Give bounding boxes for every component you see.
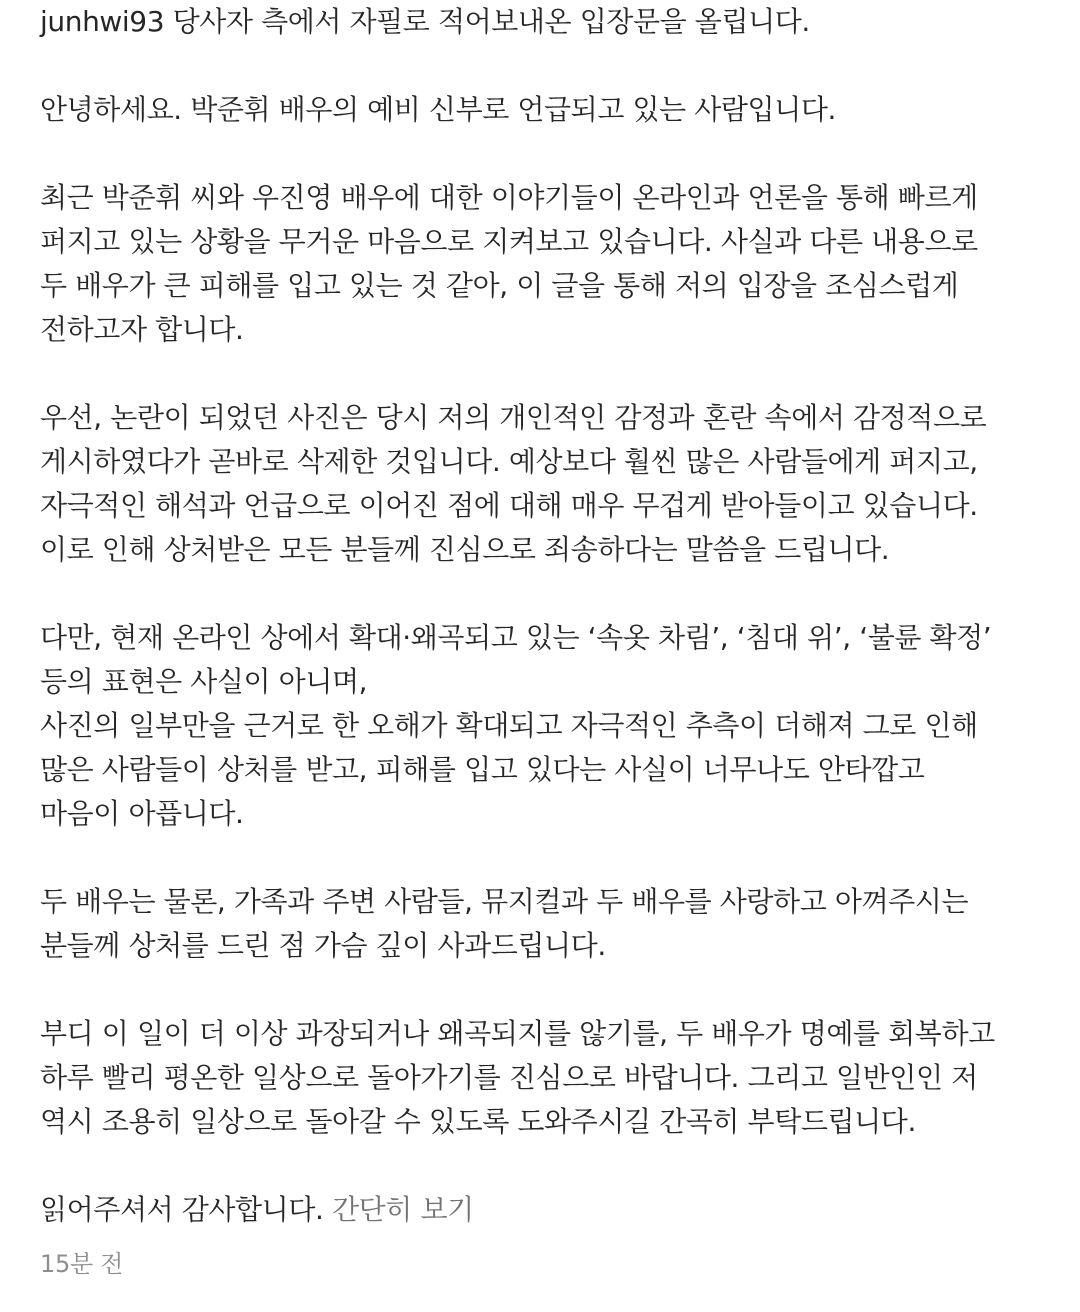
post-line: 안녕하세요. 박준휘 배우의 예비 신부로 언급되고 있는 사람입니다. <box>40 93 837 126</box>
post-timestamp: 15분 전 <box>40 1250 124 1278</box>
closing-line <box>40 1188 1040 1232</box>
post-line: 많은 사람들이 상처를 받고, 피해를 입고 있다는 사실이 너무나도 안타깝고 <box>40 753 925 786</box>
post-line: 역시 조용히 일상으로 돌아갈 수 있도록 도와주시길 간곡히 부탁드립니다. <box>40 1105 916 1138</box>
paragraph-gap <box>40 836 1040 880</box>
post-line: 전하고자 합니다. <box>40 313 244 346</box>
post-line: 마음이 아픕니다. <box>40 797 244 830</box>
paragraph-gap <box>40 132 1040 176</box>
post-line: 사진의 일부만을 근거로 한 오해가 확대되고 자극적인 추측이 더해져 그로 인해 <box>40 709 978 742</box>
show-less-link[interactable]: 간단히 보기 <box>332 1193 474 1226</box>
post-line: 분들께 상처를 드린 점 가슴 깊이 사과드립니다. <box>40 929 606 962</box>
post-line: 우선, 논란이 되었던 사진은 당시 저의 개인적인 감정과 혼란 속에서 감정적으로 <box>40 401 987 434</box>
post-line: junhwi93 당사자 측에서 자필로 적어보내온 입장문을 올립니다. <box>40 5 810 38</box>
closing-text: 읽어주셔서 감사합니다. <box>40 1193 324 1226</box>
post-line: 자극적인 해석과 언급으로 이어진 점에 대해 매우 무겁게 받아들이고 있습니다. <box>40 489 978 522</box>
paragraph-gap <box>40 572 1040 616</box>
post-line: 등의 표현은 사실이 아니며, <box>40 665 368 698</box>
post-line: 하루 빨리 평온한 일상으로 돌아가기를 진심으로 바랍니다. 그리고 일반인인 저 <box>40 1061 978 1094</box>
paragraph-gap <box>40 352 1040 396</box>
post-line: 퍼지고 있는 상황을 무거운 마음으로 지켜보고 있습니다. 사실과 다른 내용으로 <box>40 225 978 258</box>
paragraph-gap <box>40 968 1040 1012</box>
post-line: 두 배우가 큰 피해를 입고 있는 것 같아, 이 글을 통해 저의 입장을 조심스럽게 <box>40 269 959 302</box>
post-line: 이로 인해 상처받은 모든 분들께 진심으로 죄송하다는 말씀을 드립니다. <box>40 533 890 566</box>
post-line: 두 배우는 물론, 가족과 주변 사람들, 뮤지컬과 두 배우를 사랑하고 아껴주시는 <box>40 885 969 918</box>
post-line: 부디 이 일이 더 이상 과장되거나 왜곡되지를 않기를, 두 배우가 명예를 회복하고 <box>40 1017 995 1050</box>
post-body <box>40 0 1040 1232</box>
post-line: 최근 박준휘 씨와 우진영 배우에 대한 이야기들이 온라인과 언론을 통해 빠르게 <box>40 181 978 214</box>
paragraph-gap <box>40 1144 1040 1188</box>
post-line: 게시하였다가 곧바로 삭제한 것입니다. 예상보다 훨씬 많은 사람들에게 퍼지고, <box>40 445 978 478</box>
paragraph-gap <box>40 44 1040 88</box>
post-line: 다만, 현재 온라인 상에서 확대·왜곡되고 있는 ‘속옷 차림’, ‘침대 위’, ‘불륜 확정’ <box>40 621 992 654</box>
